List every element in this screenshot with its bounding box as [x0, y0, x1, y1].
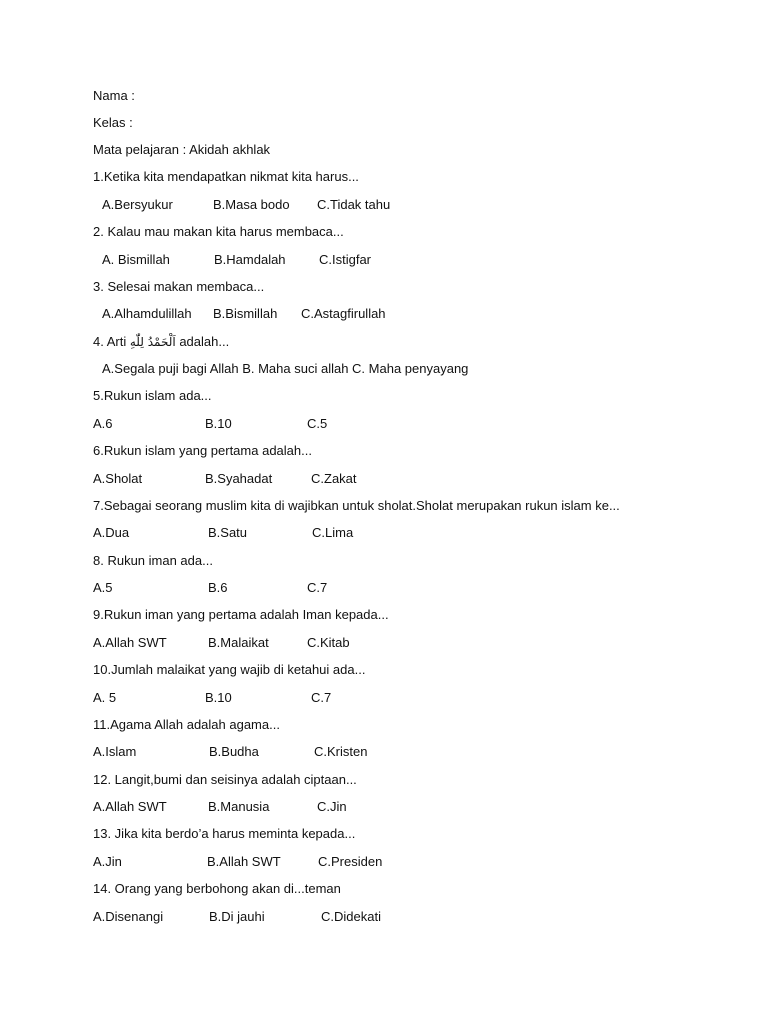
option-c: C.Kristen: [314, 744, 368, 759]
option-c: C.Astagfirullah: [301, 306, 386, 321]
question-3: 3. Selesai makan membaca...: [93, 279, 265, 294]
question-4-suffix: adalah...: [175, 334, 230, 349]
option-b: B.Di jauhi: [209, 909, 265, 924]
question-10: 10.Jumlah malaikat yang wajib di ketahui ada...: [93, 662, 366, 677]
subject-label: Mata pelajaran : Akidah akhlak: [93, 142, 271, 157]
question-14: 14. Orang yang berbohong akan di...teman: [93, 881, 341, 896]
question-8: 8. Rukun iman ada...: [93, 553, 213, 568]
option-c: C.Jin: [317, 799, 347, 814]
option-a: A.Bersyukur: [102, 197, 173, 212]
option-c: C.Istigfar: [319, 252, 372, 267]
option-b: B.10: [205, 416, 232, 431]
option-b: B.6: [208, 580, 228, 595]
question-4-prefix: 4. Arti: [93, 334, 130, 349]
option-c: C.Kitab: [307, 635, 350, 650]
option-c: C.Tidak tahu: [317, 197, 391, 212]
option-b: B.Bismillah: [213, 306, 278, 321]
question-1: 1.Ketika kita mendapatkan nikmat kita harus...: [93, 169, 359, 184]
arabic-alhamdulillah: اَلْحَمْدُ لِلّٰهِ: [129, 335, 176, 349]
option-a: A.Dua: [93, 525, 130, 540]
option-b: B.10: [205, 690, 232, 705]
option-a: A.6: [93, 416, 113, 431]
option-c: C.Presiden: [318, 854, 383, 869]
question-11: 11.Agama Allah adalah agama...: [93, 717, 280, 732]
option-c: C.7: [311, 690, 332, 705]
option-c: C.7: [307, 580, 328, 595]
question-2: 2. Kalau mau makan kita harus membaca...: [93, 224, 344, 239]
option-a: A.Alhamdulillah: [102, 306, 192, 321]
question-12: 12. Langit,bumi dan seisinya adalah ciptaan...: [93, 772, 357, 787]
options-4: A.Segala puji bagi Allah B. Maha suci allah C. Maha penyayang: [102, 361, 469, 376]
option-c: C.Lima: [312, 525, 354, 540]
option-b: B.Manusia: [208, 799, 270, 814]
option-a: A.5: [93, 580, 113, 595]
option-b: B.Masa bodo: [213, 197, 290, 212]
option-a: A. Bismillah: [102, 252, 170, 267]
option-b: B.Satu: [208, 525, 248, 540]
option-a: A.Disenangi: [93, 909, 164, 924]
option-c: C.Zakat: [311, 471, 357, 486]
nama-label: Nama :: [93, 88, 135, 103]
option-a: A. 5: [93, 690, 117, 705]
option-b: B.Syahadat: [205, 471, 273, 486]
kelas-label: Kelas :: [93, 115, 133, 130]
option-c: C.Didekati: [321, 909, 381, 924]
option-a: A.Jin: [93, 854, 122, 869]
option-a: A.Sholat: [93, 471, 143, 486]
option-c: C.5: [307, 416, 328, 431]
question-9: 9.Rukun iman yang pertama adalah Iman kepada...: [93, 607, 389, 622]
question-13: 13. Jika kita berdo’a harus meminta kepada...: [93, 826, 356, 841]
option-b: B.Malaikat: [208, 635, 269, 650]
option-a: A.Allah SWT: [93, 799, 167, 814]
option-b: B.Budha: [209, 744, 259, 759]
option-a: A.Allah SWT: [93, 635, 167, 650]
question-5: 5.Rukun islam ada...: [93, 388, 212, 403]
question-7: 7.Sebagai seorang muslim kita di wajibkan untuk sholat.Sholat merupakan rukun islam ke...: [93, 498, 620, 513]
question-6: 6.Rukun islam yang pertama adalah...: [93, 443, 312, 458]
option-b: B.Hamdalah: [214, 252, 286, 267]
question-4: [93, 333, 229, 351]
option-b: B.Allah SWT: [207, 854, 281, 869]
option-a: A.Islam: [93, 744, 137, 759]
